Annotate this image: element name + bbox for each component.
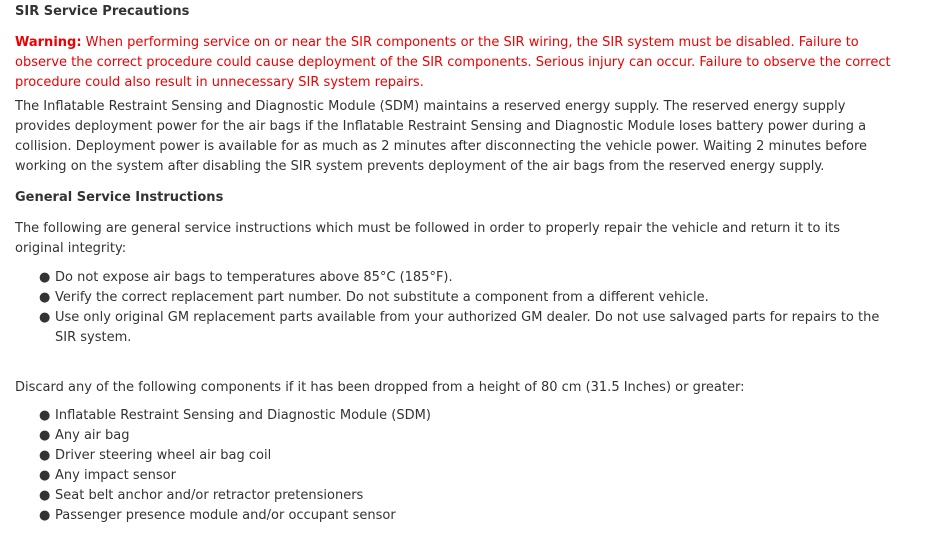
bullet-icon: ● — [39, 290, 51, 305]
section-title-general-instructions: General Service Instructions — [15, 190, 224, 205]
bullet-icon: ● — [39, 508, 51, 523]
bullet-icon: ● — [39, 468, 51, 483]
bullet-icon: ● — [39, 488, 51, 503]
general-instructions-list — [15, 268, 925, 348]
list-item — [39, 426, 885, 446]
list-item-text: Use only original GM replacement parts available from your authorized GM dealer. Do not use salvaged parts for repairs to the SIR system. — [55, 310, 880, 345]
sdm-paragraph: The Inflatable Restraint Sensing and Diagnostic Module (SDM) maintains a reserved energy supply. The reserved energy supply provides deployment power for the air bags if the Inflatable Restraint Sensing and Diagnostic Module loses battery power during a collision. Deployment power is available for as much as 2 minutes after disconnecting the vehicle power. Waiting 2 minutes before working on the system after disabling the SIR system prevents deployment of the air bags from the reserved energy supply. — [15, 99, 868, 174]
list-item-text: Seat belt anchor and/or retractor pretensioners — [55, 488, 364, 503]
list-item-text: Passenger presence module and/or occupant sensor — [55, 508, 396, 523]
list-item-text: Driver steering wheel air bag coil — [55, 448, 272, 463]
list-item-text: Any impact sensor — [55, 468, 176, 483]
warning-label: Warning: — [15, 35, 82, 50]
bullet-icon: ● — [39, 310, 51, 325]
section-title-sir-precautions: SIR Service Precautions — [15, 4, 190, 19]
list-item — [39, 506, 885, 526]
discard-intro: Discard any of the following components if it has been dropped from a height of 80 cm (31.5 Inches) or greater: — [15, 380, 745, 395]
list-item — [39, 466, 885, 486]
list-item — [39, 486, 885, 506]
bullet-icon: ● — [39, 270, 51, 285]
bullet-icon: ● — [39, 408, 51, 423]
list-item-text: Inflatable Restraint Sensing and Diagnostic Module (SDM) — [55, 408, 431, 423]
warning-notice — [15, 33, 895, 93]
warning-text: When performing service on or near the SIR components or the SIR wiring, the SIR system must be disabled. Failure to observe the correct procedure could cause deployment of the SIR components. Serious injury can occur. Failure to observe the correct procedure could also result in unnecessary SIR system repairs. — [15, 35, 891, 90]
bullet-icon: ● — [39, 448, 51, 463]
discard-components-list — [15, 406, 925, 526]
list-item — [39, 288, 885, 308]
list-item-text: Do not expose air bags to temperatures above 85°C (185°F). — [55, 270, 453, 285]
list-item — [39, 308, 885, 348]
list-item — [39, 406, 885, 426]
list-item — [39, 446, 885, 466]
list-item-text: Verify the correct replacement part number. Do not substitute a component from a different vehicle. — [55, 290, 709, 305]
list-item-text: Any air bag — [55, 428, 130, 443]
bullet-icon: ● — [39, 428, 51, 443]
list-item — [39, 268, 885, 288]
general-intro: The following are general service instructions which must be followed in order to properly repair the vehicle and return it to its original integrity: — [15, 221, 841, 256]
